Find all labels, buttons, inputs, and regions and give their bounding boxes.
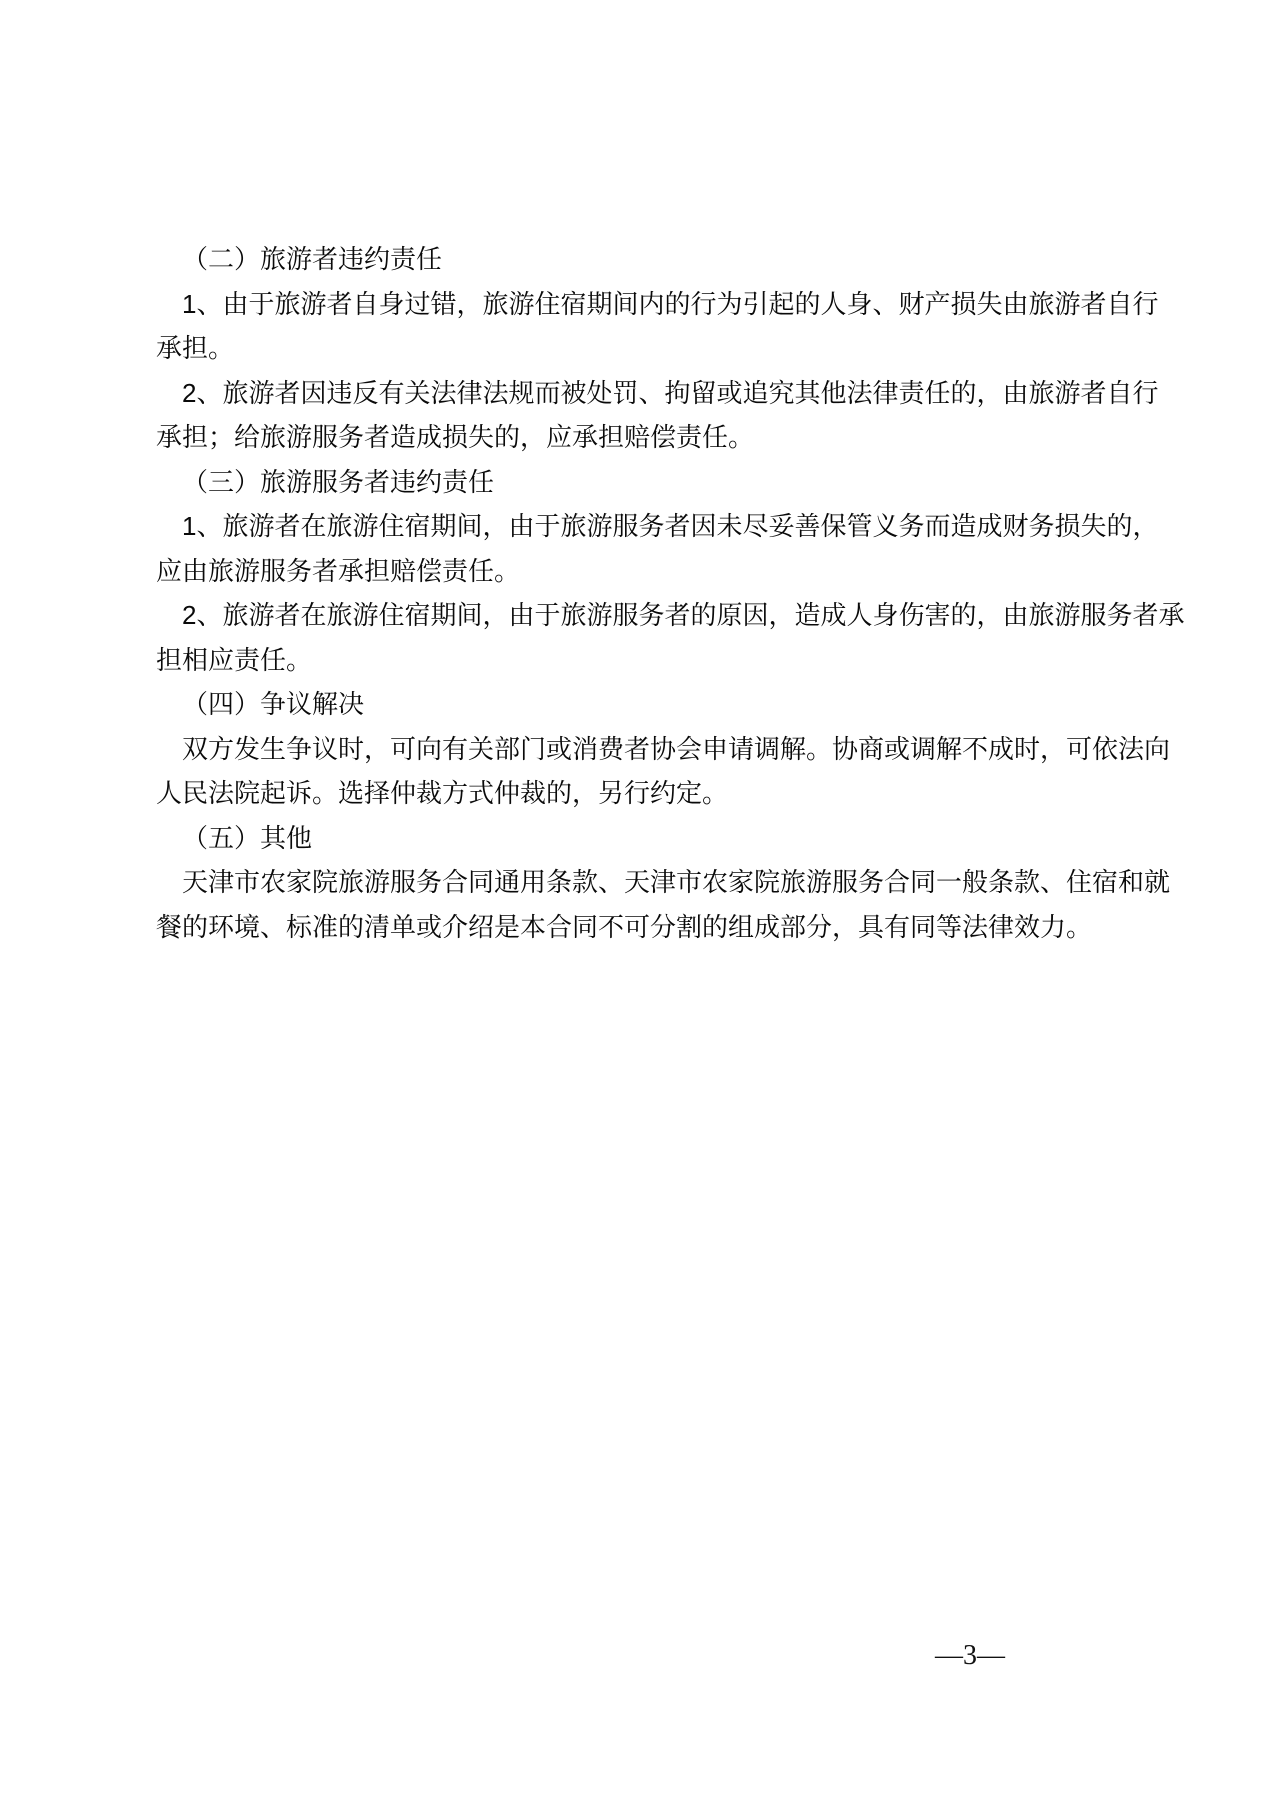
paragraph-line: 天津市农家院旅游服务合同通用条款、天津市农家院旅游服务合同一般条款、住宿和就 xyxy=(182,867,1171,897)
paragraph-line: 2、旅游者在旅游住宿期间，由于旅游服务者的原因，造成人身伤害的，由旅游服务者承 xyxy=(182,600,1185,630)
paragraph-line: 担相应责任。 xyxy=(156,644,313,675)
paragraph-line: 承担。 xyxy=(156,333,235,363)
section-heading: （四）争议解决 xyxy=(182,689,365,719)
paragraph-line: 承担；给旅游服务者造成损失的，应承担赔偿责任。 xyxy=(156,422,755,452)
paragraph-line: 1、旅游者在旅游住宿期间，由于旅游服务者因未尽妥善保管义务而造成财务损失的， xyxy=(182,511,1159,541)
section-heading: （三）旅游服务者违约责任 xyxy=(182,466,495,497)
paragraph-line: 2、旅游者因违反有关法律法规而被处罚、拘留或追究其他法律责任的，由旅游者自行 xyxy=(182,377,1159,408)
paragraph-line: 双方发生争议时，可向有关部门或消费者协会申请调解。协商或调解不成时，可依法向 xyxy=(182,733,1171,764)
document-body xyxy=(156,237,1185,949)
section-heading: （五）其他 xyxy=(182,822,313,853)
paragraph-line: 1、由于旅游者自身过错，旅游住宿期间内的行为引起的人身、财产损失由旅游者自行 xyxy=(182,288,1159,319)
paragraph-line: 应由旅游服务者承担赔偿责任。 xyxy=(156,555,521,586)
section-heading: （二）旅游者违约责任 xyxy=(182,244,443,274)
page-number: —3— xyxy=(935,1640,1005,1671)
paragraph-line: 餐的环境、标准的清单或介绍是本合同不可分割的组成部分，具有同等法律效力。 xyxy=(156,911,1093,942)
paragraph-line: 人民法院起诉。选择仲裁方式仲裁的，另行约定。 xyxy=(156,778,729,808)
